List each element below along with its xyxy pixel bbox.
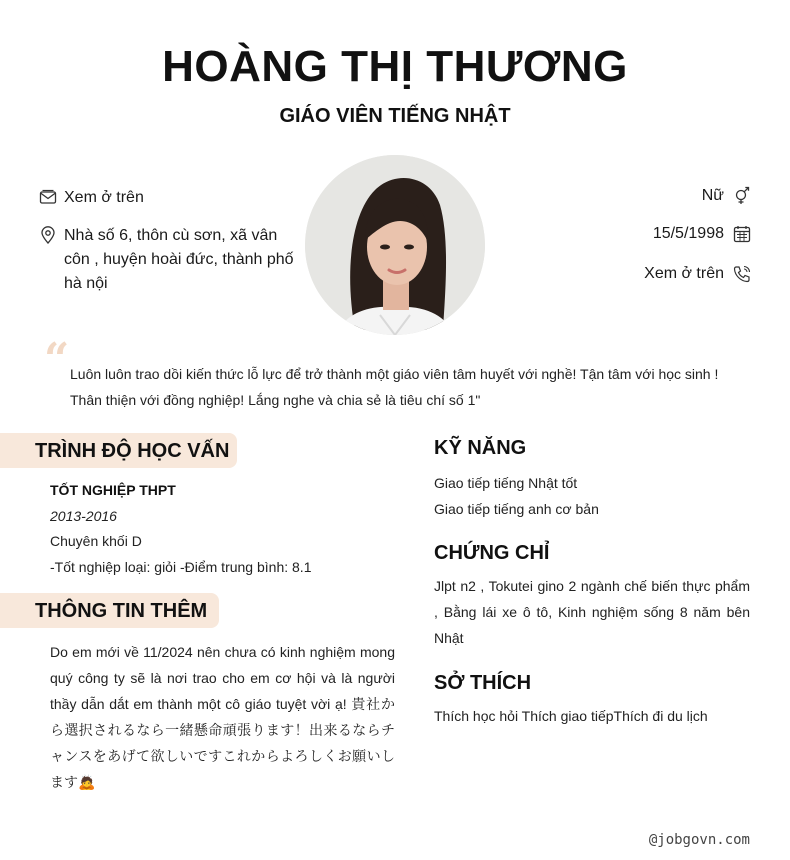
hobbies-text: Thích học hỏi Thích giao tiếpThích đi du lịch bbox=[434, 708, 708, 724]
additional-heading: THÔNG TIN THÊM bbox=[0, 593, 219, 628]
phone-row bbox=[644, 264, 752, 284]
skill-item: Giao tiếp tiếng Nhật tốt bbox=[434, 475, 578, 491]
phone-value: Xem ở trên bbox=[644, 265, 724, 282]
profile-photo bbox=[305, 155, 485, 335]
candidate-name: HOÀNG THỊ THƯƠNG bbox=[162, 42, 628, 91]
birthday-value: 15/5/1998 bbox=[652, 225, 724, 242]
certificates-text: Jlpt n2 , Tokutei gino 2 ngành chế biến thực phẩm , Bằng lái xe ô tô, Kinh nghiệm sống 8 năm bên Nhật bbox=[434, 578, 750, 646]
quote-icon: “ bbox=[44, 334, 70, 385]
job-title: GIÁO VIÊN TIẾNG NHẬT bbox=[279, 105, 511, 127]
email-row bbox=[38, 186, 144, 210]
envelope-icon bbox=[38, 187, 58, 207]
skills-heading: KỸ NĂNG bbox=[434, 437, 527, 459]
address-row bbox=[38, 224, 298, 296]
education-period: 2013-2016 bbox=[50, 507, 117, 524]
address-value: Nhà số 6, thôn cù sơn, xã vân côn , huyện hoài đức, thành phố hà nội bbox=[64, 227, 294, 292]
phone-icon bbox=[732, 264, 752, 284]
education-heading: TRÌNH ĐỘ HỌC VẤN bbox=[0, 433, 237, 468]
education-major: Chuyên khối D bbox=[50, 533, 142, 550]
additional-text: Do em mới về 11/2024 nên chưa có kinh nghiệm mong quý công ty sẽ là nơi trao cho em cơ hội và là người thầy dẫn dắt em thành một cô giáo tuyệt vời ạ! 貴社から選択されるなら一緒懸命頑張ります！出来るならチャンスをあげて欲しいですこれからよろしくお願いします🙇 bbox=[50, 644, 395, 790]
skill-item: Giao tiếp tiếng anh cơ bản bbox=[434, 501, 599, 517]
objective-text: Luôn luôn trao dồi kiến thức lỗ lực để trở thành một giáo viên tâm huyết với nghề! Tận tâm với học sinh ! Thân thiện với đồng nghiệp! Lắng nghe và chia sẻ là tiêu chí số 1" bbox=[70, 366, 719, 408]
education-detail: -Tốt nghiệp loại: giỏi -Điểm trung bình: 8.1 bbox=[50, 559, 312, 576]
footer-watermark: @jobgovn.com bbox=[648, 832, 750, 848]
gender-value: Nữ bbox=[701, 187, 724, 204]
skills-list bbox=[434, 470, 599, 522]
birthday-row bbox=[653, 224, 752, 244]
gender-row bbox=[702, 186, 752, 206]
calendar-icon bbox=[732, 224, 752, 244]
email-value: Xem ở trên bbox=[64, 189, 144, 206]
gender-icon bbox=[732, 186, 752, 206]
education-title: TỐT NGHIỆP THPT bbox=[50, 482, 176, 498]
certificates-heading: CHỨNG CHỈ bbox=[434, 542, 550, 564]
profile-photo-image bbox=[305, 155, 485, 335]
map-pin-icon bbox=[38, 225, 58, 245]
hobbies-heading: SỞ THÍCH bbox=[434, 672, 532, 694]
education-block bbox=[50, 478, 400, 581]
